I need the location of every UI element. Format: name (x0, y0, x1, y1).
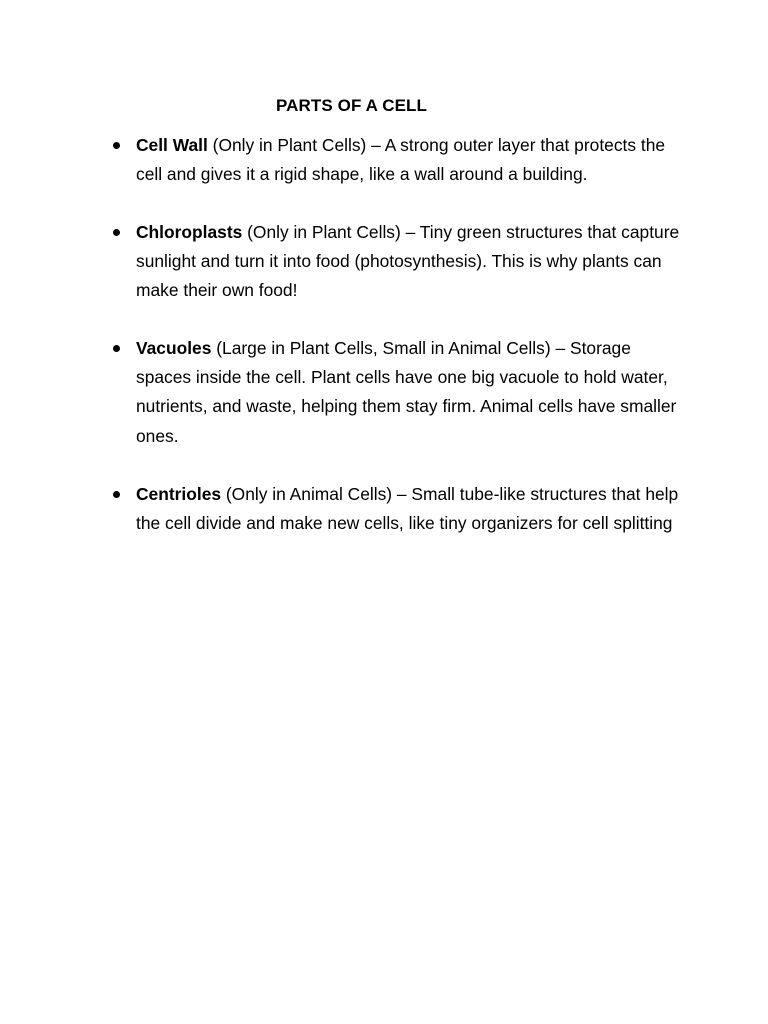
list-item-text (136, 334, 681, 451)
list-item-description: (Only in Plant Cells) – A strong outer layer that protects the cell and gives it a rigid shape, like a wall around a building. (136, 135, 666, 185)
bullet-icon (113, 491, 120, 498)
list-item-term: Cell Wall (136, 135, 208, 155)
document-title: PARTS OF A CELL (276, 96, 428, 115)
list-item-description: (Only in Animal Cells) – Small tube-like structures that help the cell divide and make new cells, like tiny organizers for cell splitting (136, 484, 679, 534)
list-item-text (136, 218, 681, 306)
list-item-term: Chloroplasts (136, 222, 243, 242)
bullet-icon (113, 142, 120, 149)
list-item-term: Vacuoles (136, 338, 212, 358)
list-item-term: Centrioles (136, 484, 222, 504)
list-item-description: (Only in Plant Cells) – Tiny green structures that capture sunlight and turn it into food (photosynthesis). This is why plants can make their own food! (136, 222, 680, 301)
list-item-description: (Large in Plant Cells, Small in Animal Cells) – Storage spaces inside the cell. Plant cells have one big vacuole to hold water, nutrients, and waste, helping them stay firm. Animal cells have smaller ones. (136, 338, 677, 446)
list-item-text (136, 131, 681, 189)
list-item-text (136, 480, 681, 538)
bullet-icon (113, 229, 120, 236)
bullet-icon (113, 345, 120, 352)
